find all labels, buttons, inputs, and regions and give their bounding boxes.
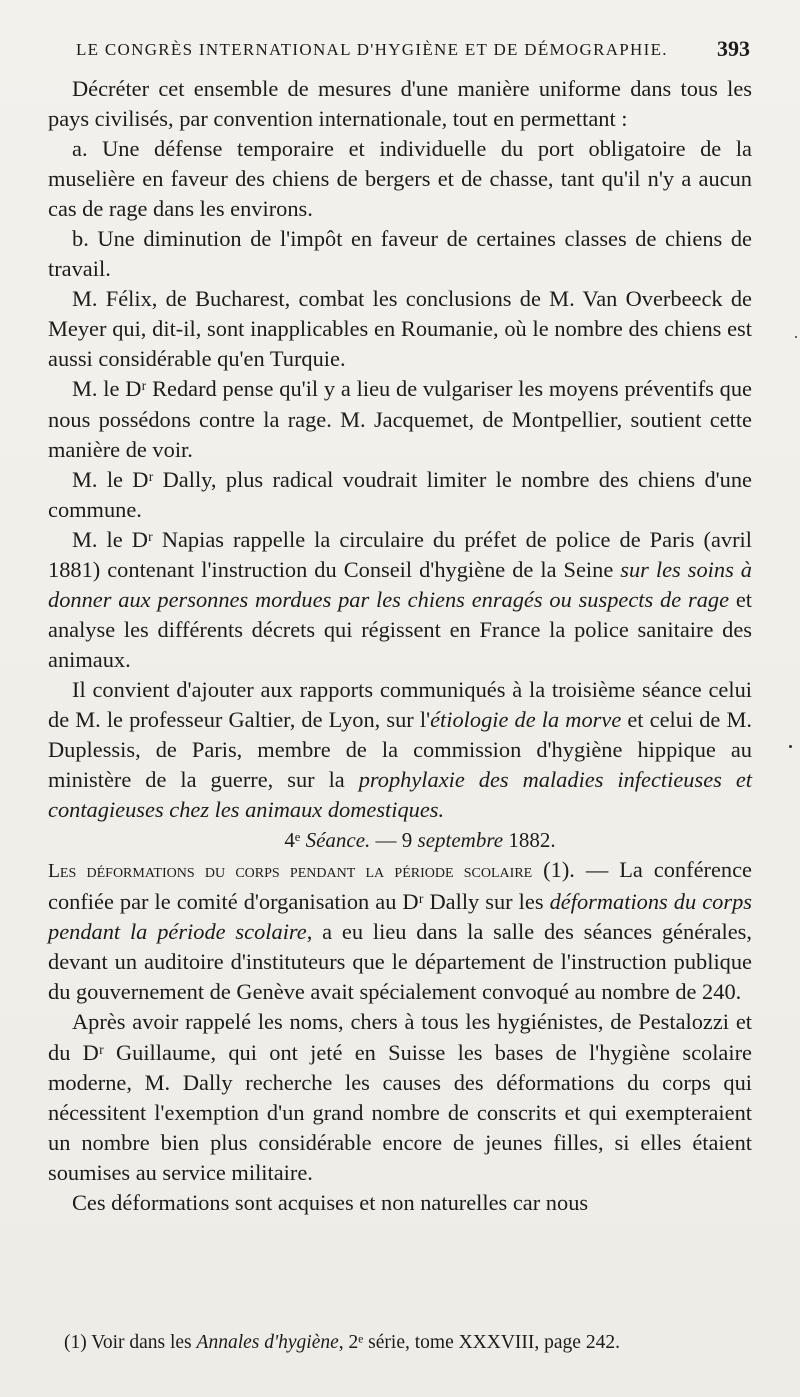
session-word: Séance. [305, 828, 371, 853]
session-number: 4ᵉ [284, 828, 306, 853]
galtier-text-2: et celui de M. Duplessis, de Paris, membre de la commission d'hygiène hippique au ministère de la guerre, sur la [48, 706, 752, 793]
print-speck [795, 336, 797, 338]
napias-text-1: M. le Dʳ Napias rappelle la circulaire du préfet de police de Paris (avril 1881) contenant l'instruction du Conseil d'hygiène de la Seine [48, 526, 752, 582]
deformations-title-italic: déformations du corps pendant la période scolaire [48, 889, 752, 945]
footnote-ref: (1). — [532, 857, 620, 883]
deformations-text-1: La conférence confiée par le comité d'organisation au Dʳ Dally sur les [48, 857, 752, 915]
page-number: 393 [717, 36, 750, 61]
page-header [0, 36, 800, 70]
paragraph-acquises: Ces déformations sont acquises et non naturelles car nous [72, 1189, 589, 1215]
footnote-text-1: (1) Voir dans les [64, 1332, 197, 1353]
section-heading: Les déformations du corps pendant la période scolaire [48, 861, 533, 883]
session-dash: — 9 [370, 828, 418, 853]
print-speck [789, 745, 792, 748]
main-text [48, 74, 752, 1218]
duplessis-title-italic: prophylaxie des maladies infectieuses et contagieuses chez les animaux domestiques. [48, 767, 752, 823]
paragraph-felix: M. Félix, de Bucharest, combat les conclusions de M. Van Overbeeck de Meyer qui, dit-il, sont inapplicables en Roumanie, où le nombre des chiens est aussi considérable qu'en Turquie. [48, 286, 752, 372]
paragraph-redard: M. le Dʳ Redard pense qu'il y a lieu de vulgariser les moyens préventifs que nous possédons contre la rage. M. Jacquemet, de Montpellier, soutient cette manière de voir. [48, 376, 752, 462]
footnote [64, 1331, 752, 1355]
session-heading [48, 825, 752, 855]
paragraph-deformations [48, 855, 752, 1007]
paragraph-item-a: a. Une défense temporaire et individuelle du port obligatoire de la muselière en faveur des chiens de bergers et de chasse, tant qu'il n'y a aucun cas de rage dans les environs. [48, 136, 752, 222]
session-month: septembre [417, 828, 504, 853]
running-title: LE CONGRÈS INTERNATIONAL D'HYGIÈNE ET DE DÉMOGRAPHIE. [76, 40, 668, 59]
paragraph-galtier [48, 675, 752, 825]
galtier-title-italic: étiologie de la morve [430, 706, 622, 732]
paragraph-pestalozzi: Après avoir rappelé les noms, chers à tous les hygiénistes, de Pestalozzi et du Dʳ Guillaume, qui ont jeté en Suisse les bases de l'hygiène scolaire moderne, M. Dally recherche les causes des déformations du corps qui nécessitent l'exemption d'un grand nombre de conscrits et qui exempteraient un nombre bien plus considérable encore de jeunes filles, si elles étaient soumises au service militaire. [48, 1009, 752, 1185]
paragraph-item-b: b. Une diminution de l'impôt en faveur de certaines classes de chiens de travail. [48, 226, 752, 282]
deformations-text-2: , a eu lieu dans la salle des séances générales, devant un auditoire d'instituteurs que le département de l'instruction publique du gouvernement de Genève avait spécialement convoqué au nombre de 240. [48, 919, 752, 1005]
footnote-text-2: , 2ᵉ série, tome XXXVIII, page 242. [338, 1332, 620, 1353]
napias-title-italic: sur les soins à donner aux personnes mordues par les chiens enragés ou suspects de rage [48, 556, 752, 612]
paragraph-decree: Décréter cet ensemble de mesures d'une manière uniforme dans tous les pays civilisés, par convention internationale, tout en permettant : [48, 76, 752, 132]
galtier-text-1: Il convient d'ajouter aux rapports communiqués à la troisième séance celui de M. le professeur Galtier, de Lyon, sur l' [48, 676, 752, 732]
paragraph-napias [48, 525, 752, 675]
footnote-journal: Annales d'hygiène [196, 1332, 339, 1353]
paragraph-dally: M. le Dʳ Dally, plus radical voudrait limiter le nombre des chiens d'une commune. [48, 466, 752, 522]
session-year: 1882. [503, 828, 556, 853]
napias-text-2: et analyse les différents décrets qui régissent en France la police sanitaire des animaux. [48, 586, 753, 672]
